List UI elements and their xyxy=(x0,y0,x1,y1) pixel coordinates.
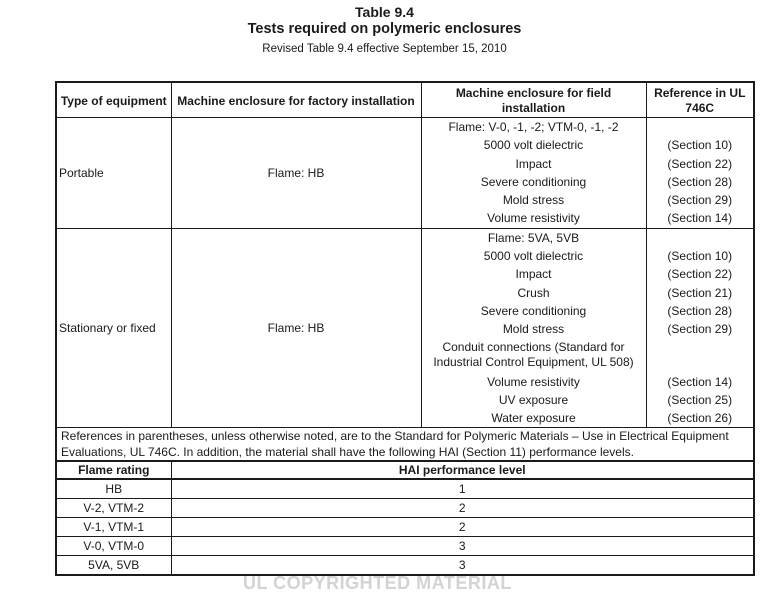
field-test: Severe conditioning xyxy=(480,174,587,189)
col-header-factory: Machine enclosure for factory installation xyxy=(171,82,421,118)
field-test: 5000 volt dielectric xyxy=(483,249,584,264)
flame-rating: V-1, VTM-1 xyxy=(56,518,171,537)
table-row xyxy=(56,479,754,499)
field-test: Impact xyxy=(515,267,552,282)
field-test: Severe conditioning xyxy=(480,303,587,318)
col-header-field: Machine enclosure for field installation xyxy=(421,82,646,118)
hai-header-row xyxy=(56,461,754,479)
col-header-reference: Reference in UL 746C xyxy=(646,82,754,118)
table-row xyxy=(56,537,754,556)
reference: (Section 28) xyxy=(667,303,733,318)
field-test: Flame: 5VA, 5VB xyxy=(487,230,580,245)
field-test: Conduit connections (Standard for Industrial Control Equipment, UL 508) xyxy=(433,339,634,370)
table-title: Tests required on polymeric enclosures xyxy=(247,21,522,37)
header-row xyxy=(56,82,754,118)
table-row xyxy=(56,499,754,518)
table-number: Table 9.4 xyxy=(355,4,414,20)
revision-note: Revised Table 9.4 effective September 15, 2010 xyxy=(262,43,507,55)
field-tests xyxy=(421,228,646,428)
field-test: Volume resistivity xyxy=(487,374,580,389)
reference xyxy=(649,118,752,136)
references xyxy=(646,118,754,229)
col-header-flame-rating: Flame rating xyxy=(56,461,171,479)
reference: (Section 14) xyxy=(667,211,733,226)
field-test: 5000 volt dielectric xyxy=(483,138,584,153)
reference: (Section 14) xyxy=(667,374,733,389)
watermark: UL COPYRIGHTED MATERIAL xyxy=(243,573,512,593)
reference: (Section 26) xyxy=(667,411,733,426)
footnote: References in parentheses, unless otherwise noted, are to the Standard for Polymeric Materials – Use in Electrical Equipment Evaluations, UL 746C. In addition, the material shall have the following HAI (Section 11) performance levels. xyxy=(56,428,754,462)
field-test: Impact xyxy=(515,156,552,171)
tests-table xyxy=(55,81,755,576)
field-test: Mold stress xyxy=(502,193,565,208)
field-test: Volume resistivity xyxy=(487,211,580,226)
field-test: Crush xyxy=(517,285,550,300)
hai-level: 2 xyxy=(171,499,754,518)
reference: (Section 10) xyxy=(667,249,733,264)
flame-rating: V-0, VTM-0 xyxy=(56,537,171,556)
reference: (Section 22) xyxy=(667,156,733,171)
col-header-hai-level: HAI performance level xyxy=(171,461,754,479)
flame-rating: 5VA, 5VB xyxy=(56,556,171,576)
table-row xyxy=(56,228,754,428)
reference: (Section 29) xyxy=(667,193,733,208)
reference: (Section 29) xyxy=(667,322,733,337)
hai-level: 3 xyxy=(171,556,754,576)
note-row xyxy=(56,428,754,462)
equipment-type: Stationary or fixed xyxy=(56,228,171,428)
reference: (Section 21) xyxy=(667,285,733,300)
reference: (Section 10) xyxy=(667,138,733,153)
hai-level: 1 xyxy=(171,479,754,499)
references xyxy=(646,228,754,428)
field-test: Mold stress xyxy=(502,322,565,337)
factory-requirement: Flame: HB xyxy=(171,228,421,428)
hai-level: 2 xyxy=(171,518,754,537)
flame-rating: V-2, VTM-2 xyxy=(56,499,171,518)
col-header-type: Type of equipment xyxy=(56,82,171,118)
reference: (Section 25) xyxy=(667,392,733,407)
reference xyxy=(649,229,752,247)
table-row xyxy=(56,118,754,229)
field-tests xyxy=(421,118,646,229)
flame-rating: HB xyxy=(56,479,171,499)
hai-level: 3 xyxy=(171,537,754,556)
table-row xyxy=(56,518,754,537)
field-test: Water exposure xyxy=(491,411,576,426)
equipment-type: Portable xyxy=(56,118,171,229)
reference xyxy=(649,339,752,373)
field-test: UV exposure xyxy=(498,392,569,407)
reference: (Section 28) xyxy=(667,174,733,189)
factory-requirement: Flame: HB xyxy=(171,118,421,229)
reference: (Section 22) xyxy=(667,267,733,282)
field-test: Flame: V-0, -1, -2; VTM-0, -1, -2 xyxy=(448,120,619,134)
